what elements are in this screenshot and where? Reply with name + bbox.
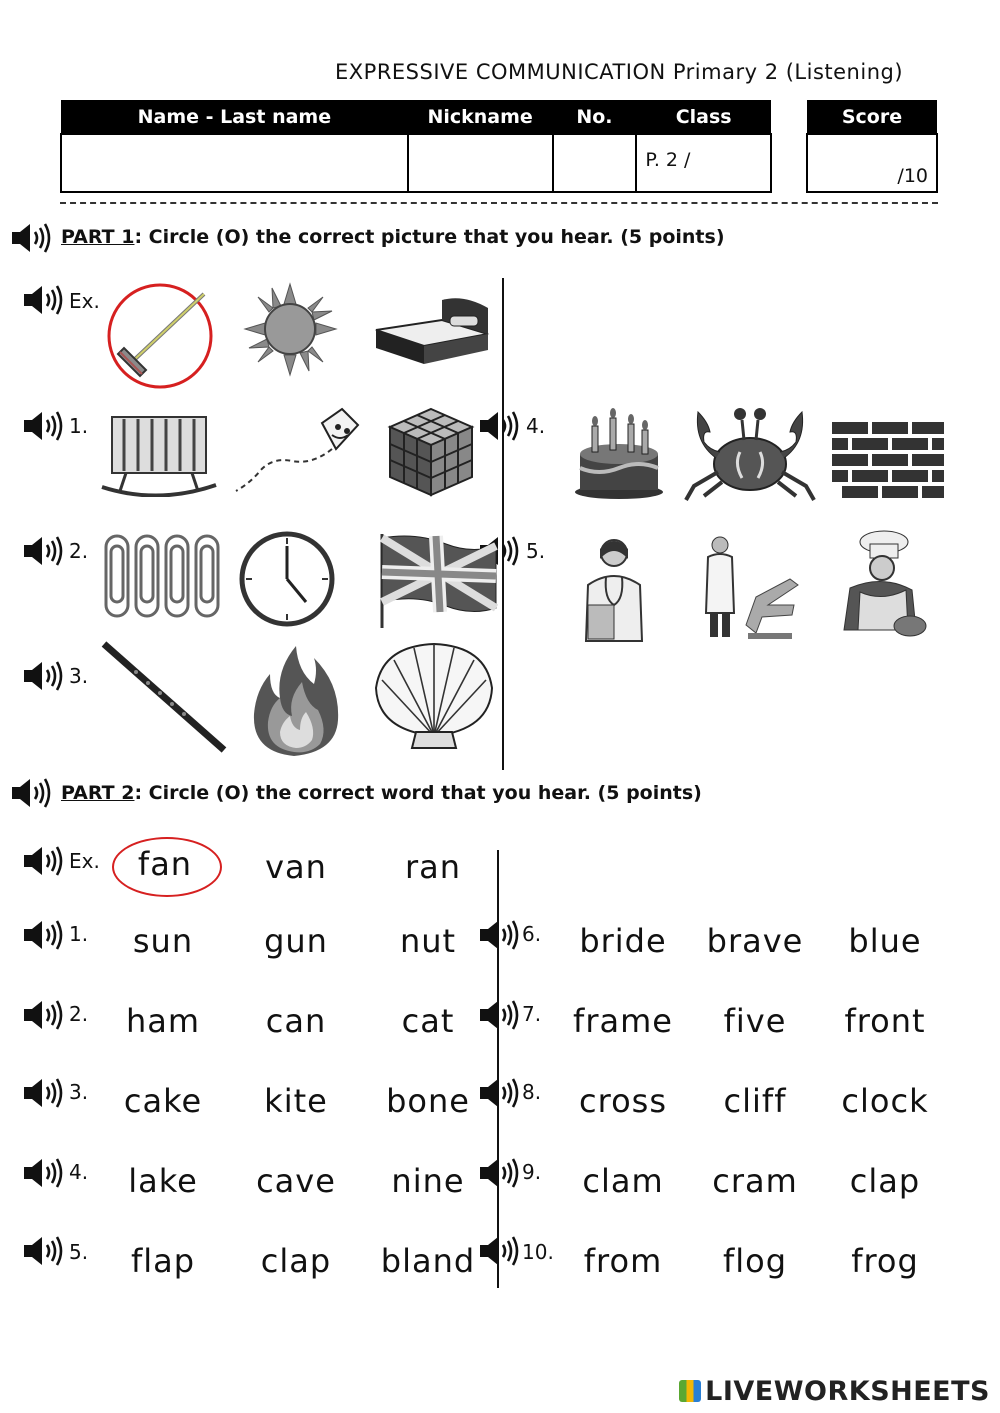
part2-heading — [61, 782, 702, 804]
item-number: 8. — [522, 1080, 542, 1104]
sun-picture[interactable] — [243, 282, 338, 377]
word-option[interactable]: fan — [137, 845, 193, 883]
score-table — [806, 100, 938, 193]
word-option[interactable]: nine — [391, 1162, 465, 1200]
broom-picture[interactable] — [106, 282, 214, 390]
col-number: No. — [553, 100, 637, 134]
speaker-icon[interactable] — [22, 1076, 66, 1110]
cake-picture[interactable] — [572, 408, 667, 500]
brand-logo-icon — [679, 1380, 701, 1402]
brick-picture[interactable] — [828, 420, 948, 500]
crab-picture[interactable] — [680, 402, 820, 502]
part1-instruction: : Circle (O) the correct picture that you hear. (5 points) — [134, 226, 725, 248]
word-option[interactable]: flap — [130, 1242, 196, 1280]
speaker-icon[interactable] — [478, 1234, 522, 1268]
word-option[interactable]: cat — [401, 1002, 455, 1040]
bed-picture[interactable] — [372, 290, 492, 370]
word-option[interactable]: blue — [848, 922, 922, 960]
item-number: 1. — [69, 922, 89, 946]
clips-picture[interactable] — [100, 532, 225, 620]
col-name: Name - Last name — [61, 100, 408, 134]
word-option[interactable]: bride — [579, 922, 667, 960]
shell-picture[interactable] — [372, 640, 497, 752]
score-field[interactable] — [807, 134, 937, 192]
item-number: 7. — [522, 1002, 542, 1026]
flute-picture[interactable] — [98, 640, 230, 755]
item-number: 5. — [526, 539, 546, 563]
item-number: Ex. — [69, 289, 100, 313]
number-field[interactable] — [553, 134, 637, 192]
speaker-icon[interactable] — [22, 1234, 66, 1268]
nickname-field[interactable] — [408, 134, 553, 192]
speaker-icon[interactable] — [478, 409, 522, 443]
word-option[interactable]: ham — [125, 1002, 201, 1040]
item-number: 2. — [69, 1002, 89, 1026]
name-field[interactable] — [61, 134, 408, 192]
cube-picture[interactable] — [386, 405, 476, 500]
speaker-icon[interactable] — [22, 998, 66, 1032]
item-number: 9. — [522, 1160, 542, 1184]
part2-label: PART 2 — [61, 782, 135, 804]
col-nickname: Nickname — [408, 100, 553, 134]
student-info-table — [60, 100, 772, 193]
word-option[interactable]: cross — [579, 1082, 667, 1120]
kite-picture[interactable] — [232, 405, 362, 500]
word-option[interactable]: cliff — [723, 1082, 787, 1120]
word-option[interactable]: gun — [264, 922, 328, 960]
cradle-picture[interactable] — [96, 405, 221, 497]
word-option[interactable]: from — [583, 1242, 663, 1280]
word-option[interactable]: brave — [706, 922, 804, 960]
word-option[interactable]: cave — [256, 1162, 336, 1200]
word-option[interactable]: flog — [722, 1242, 788, 1280]
worksheet-title: EXPRESSIVE COMMUNICATION Primary 2 (Listening) — [335, 60, 904, 84]
item-number: 1. — [69, 414, 89, 438]
word-option[interactable]: cake — [123, 1082, 203, 1120]
speaker-icon[interactable] — [10, 221, 54, 255]
speaker-icon[interactable] — [22, 1156, 66, 1190]
word-option[interactable]: clam — [582, 1162, 664, 1200]
divider — [60, 202, 938, 204]
speaker-icon[interactable] — [478, 1156, 522, 1190]
item-number: 2. — [69, 539, 89, 563]
score-label: Score — [807, 100, 937, 134]
score-value: /10 — [897, 165, 928, 187]
word-option[interactable]: kite — [264, 1082, 328, 1120]
word-option[interactable]: clock — [841, 1082, 929, 1120]
word-option[interactable]: clap — [260, 1242, 332, 1280]
item-number: 4. — [526, 414, 546, 438]
word-option[interactable]: nut — [399, 922, 457, 960]
speaker-icon[interactable] — [22, 844, 66, 878]
item-number: 3. — [69, 664, 89, 688]
part2-column-divider — [497, 850, 499, 1288]
item-number: 5. — [69, 1240, 89, 1264]
speaker-icon[interactable] — [478, 998, 522, 1032]
item-number: 3. — [69, 1080, 89, 1104]
word-option[interactable]: frog — [851, 1242, 919, 1280]
word-option[interactable]: front — [844, 1002, 926, 1040]
speaker-icon[interactable] — [478, 918, 522, 952]
item-number: Ex. — [69, 849, 100, 873]
word-option[interactable]: five — [723, 1002, 787, 1040]
part1-heading — [61, 226, 725, 248]
speaker-icon[interactable] — [10, 776, 54, 810]
flame-picture[interactable] — [248, 640, 343, 758]
brand-footer[interactable] — [679, 1376, 990, 1407]
flag-picture[interactable] — [376, 532, 500, 630]
col-class: Class — [636, 100, 771, 134]
part1-column-divider — [502, 278, 504, 770]
item-number: 10. — [522, 1240, 554, 1264]
speaker-icon[interactable] — [22, 409, 66, 443]
speaker-icon[interactable] — [22, 534, 66, 568]
word-option[interactable]: bland — [380, 1242, 476, 1280]
item-number: 6. — [522, 922, 542, 946]
class-field[interactable] — [636, 134, 771, 192]
speaker-icon[interactable] — [22, 918, 66, 952]
word-option[interactable]: bone — [386, 1082, 470, 1120]
brand-name: LIVEWORKSHEETS — [705, 1376, 990, 1407]
part2-instruction: : Circle (O) the correct word that you hear. (5 points) — [134, 782, 702, 804]
doctor-picture[interactable] — [578, 535, 650, 643]
speaker-icon[interactable] — [22, 283, 66, 317]
speaker-icon[interactable] — [22, 659, 66, 693]
speaker-icon[interactable] — [478, 1076, 522, 1110]
word-option[interactable]: clap — [849, 1162, 921, 1200]
word-option[interactable]: lake — [128, 1162, 198, 1200]
word-option[interactable]: can — [265, 1002, 327, 1040]
chef-picture[interactable] — [826, 530, 930, 638]
word-option[interactable]: frame — [573, 1002, 673, 1040]
word-option[interactable]: cram — [712, 1162, 798, 1200]
word-option[interactable]: van — [265, 848, 327, 886]
class-value: P. 2 / — [645, 149, 691, 171]
dentist-picture[interactable] — [694, 535, 802, 643]
word-option[interactable]: ran — [404, 848, 462, 886]
part1-label: PART 1 — [61, 226, 135, 248]
item-number: 4. — [69, 1160, 89, 1184]
clock-picture[interactable] — [238, 530, 336, 628]
word-option[interactable]: sun — [132, 922, 194, 960]
